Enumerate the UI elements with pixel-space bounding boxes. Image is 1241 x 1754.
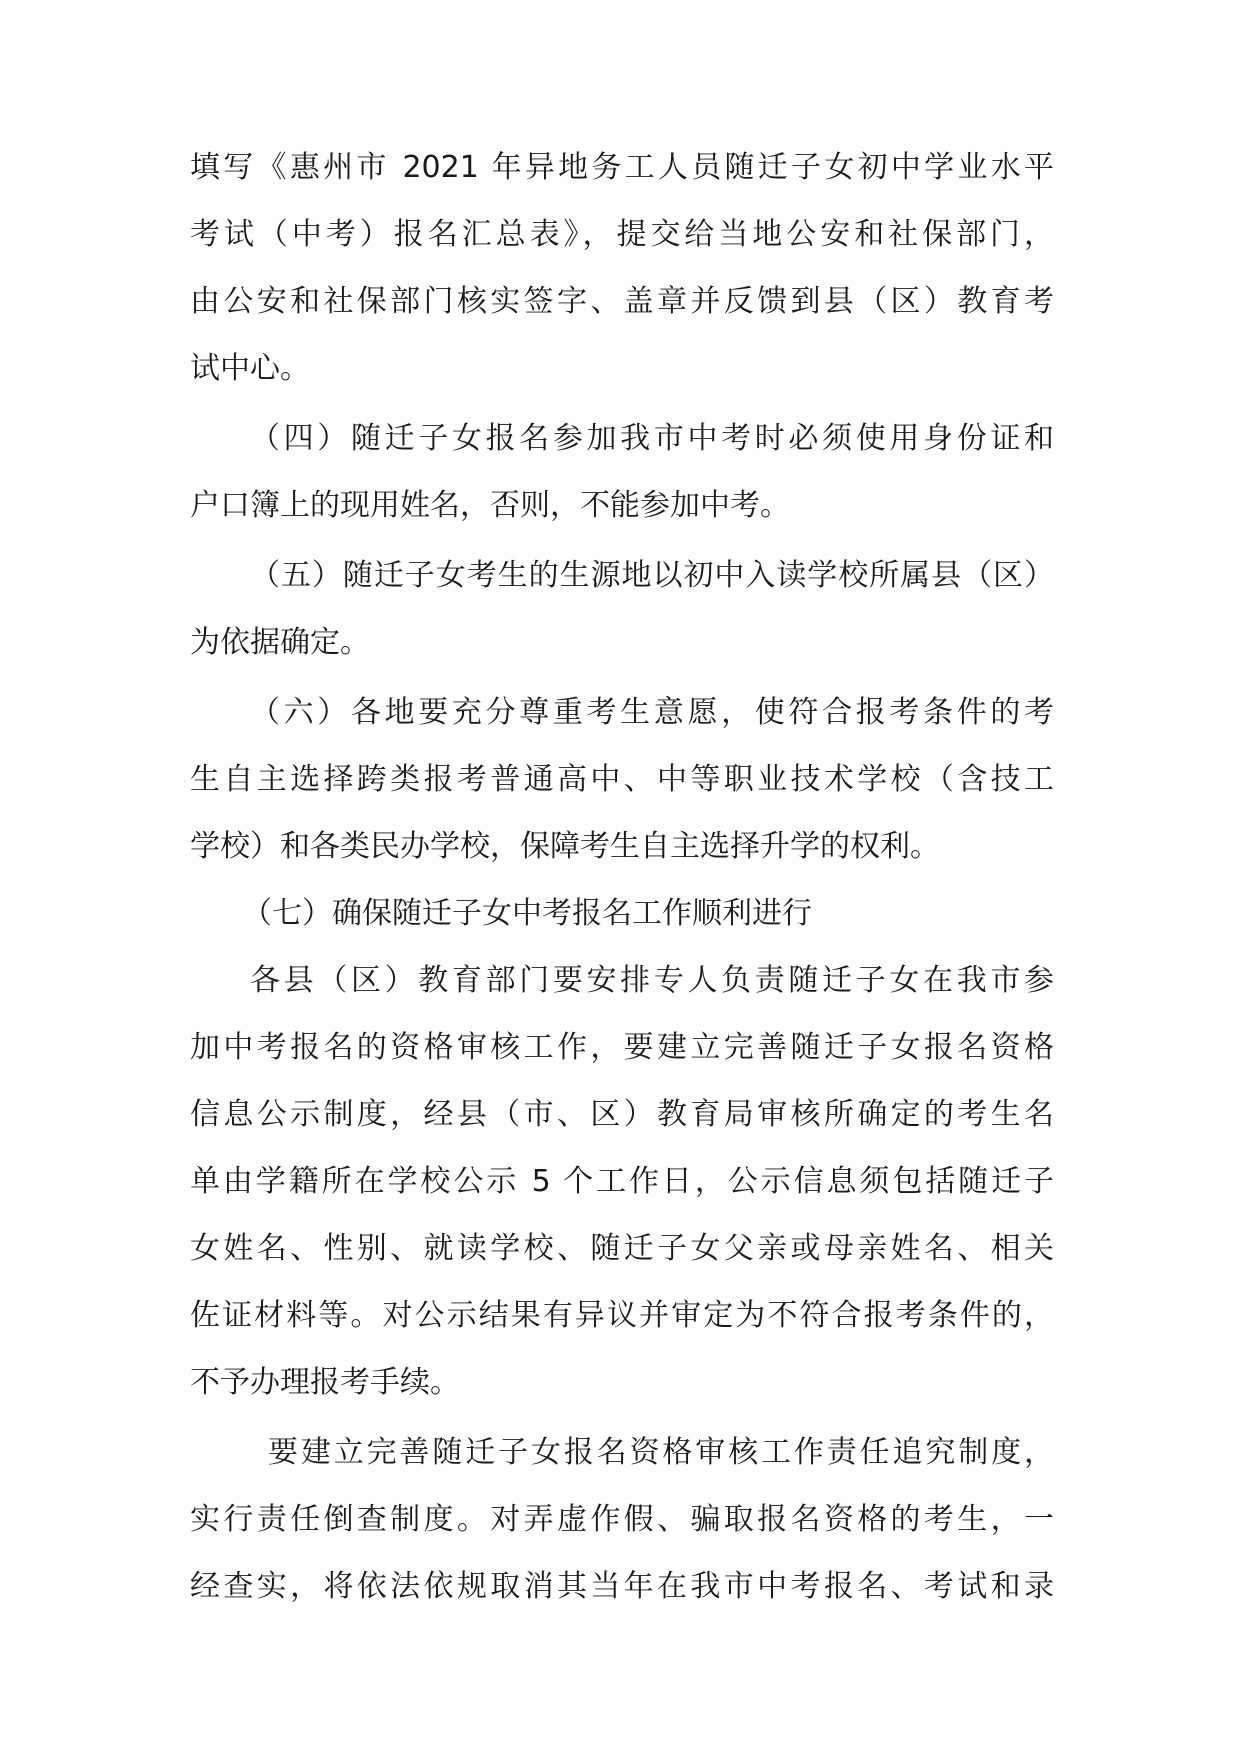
paragraph-line: 佐证材料等。对公示结果有异议并审定为不符合报考条件的，	[190, 1298, 1054, 1333]
paragraph-line: （六）各地要充分尊重考生意愿，使符合报考条件的考	[250, 695, 1054, 730]
paragraph-line: 各县（区）教育部门要安排专人负责随迁子女在我市参	[250, 963, 1054, 998]
paragraph-line: 由公安和社保部门核实签字、盖章并反馈到县（区）教育考	[190, 284, 1054, 319]
paragraph-line: 学校）和各类民办学校，保障考生自主选择升学的权利。	[190, 829, 940, 864]
paragraph-line: 单由学籍所在学校公示 5 个工作日，公示信息须包括随迁子	[190, 1164, 1054, 1199]
section-heading: （七）确保随迁子女中考报名工作顺利进行	[242, 896, 812, 931]
paragraph-line: 要建立完善随迁子女报名资格审核工作责任追究制度，	[268, 1435, 1054, 1470]
paragraph-line: 试中心。	[190, 351, 310, 386]
paragraph-line: 信息公示制度，经县（市、区）教育局审核所确定的考生名	[190, 1097, 1054, 1132]
paragraph-line: 为依据确定。	[190, 625, 370, 660]
paragraph-line: 实行责任倒查制度。对弄虚作假、骗取报名资格的考生，一	[190, 1502, 1054, 1537]
paragraph-line: 生自主选择跨类报考普通高中、中等职业技术学校（含技工	[190, 762, 1054, 797]
paragraph-line: 考试（中考）报名汇总表》，提交给当地公安和社保部门，	[190, 217, 1054, 252]
paragraph-line: 经查实，将依法依规取消其当年在我市中考报名、考试和录	[190, 1569, 1054, 1604]
paragraph-line: 女姓名、性别、就读学校、随迁子女父亲或母亲姓名、相关	[190, 1231, 1054, 1266]
paragraph-line: 户口簿上的现用姓名，否则，不能参加中考。	[190, 488, 790, 523]
paragraph-line: （四）随迁子女报名参加我市中考时必须使用身份证和	[250, 421, 1054, 456]
paragraph-line: 加中考报名的资格审核工作，要建立完善随迁子女报名资格	[190, 1030, 1054, 1065]
paragraph-line: 填写《惠州市 2021 年异地务工人员随迁子女初中学业水平	[190, 150, 1054, 185]
paragraph-line: 不予办理报考手续。	[190, 1365, 460, 1400]
paragraph-line: （五）随迁子女考生的生源地以初中入读学校所属县（区）	[250, 558, 1054, 593]
